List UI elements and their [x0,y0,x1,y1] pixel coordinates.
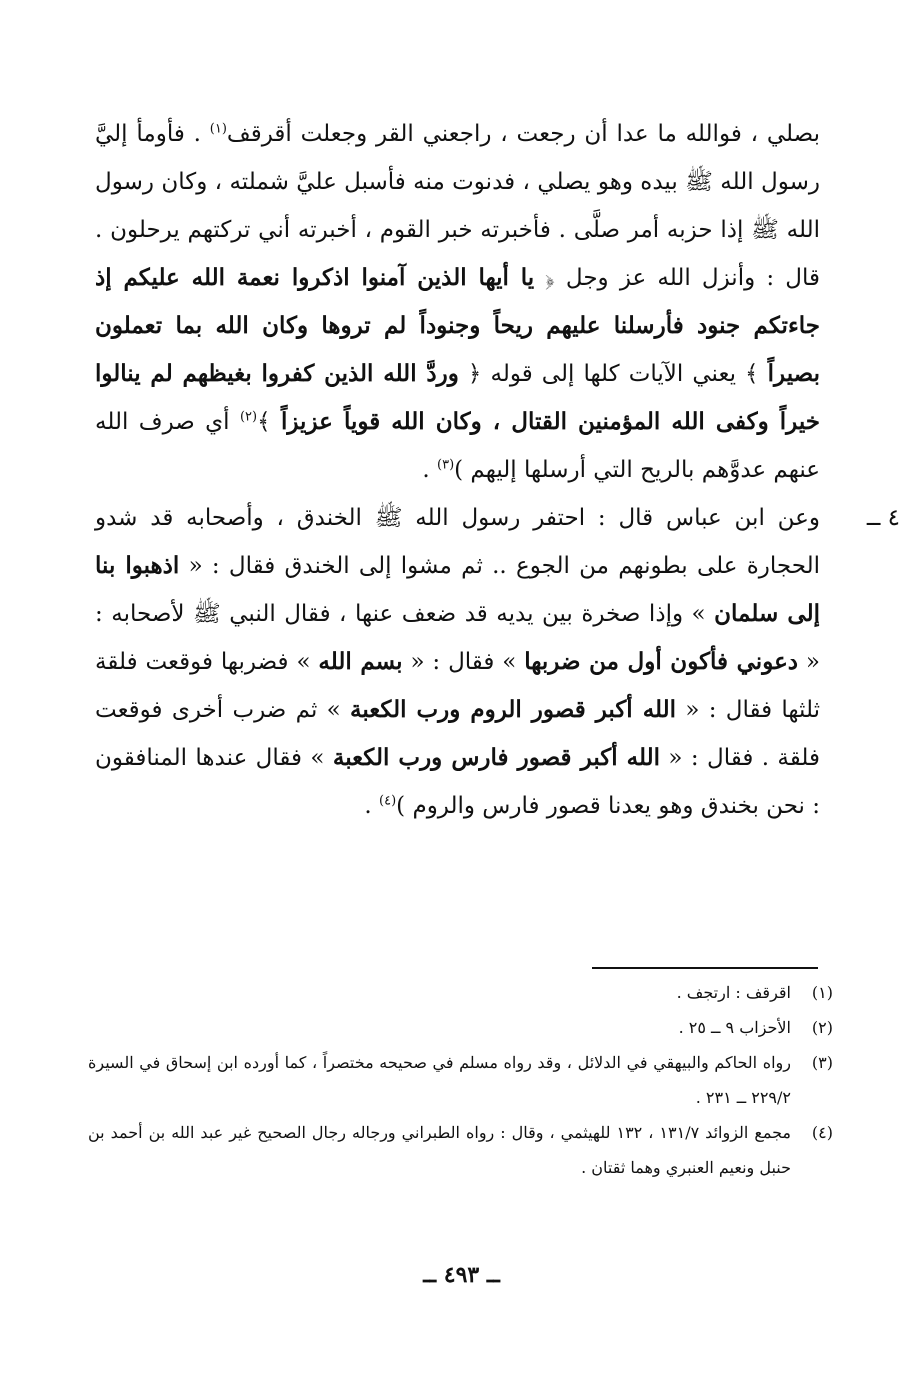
footnote-number: (٣) [811,1053,833,1072]
footnote-ref-2[interactable]: (٢) [239,409,258,425]
hadith-quote: الله أكبر قصور فارس ورب الكعبة [332,744,661,771]
hadith-quote: الله أكبر قصور الروم ورب الكعبة [350,696,677,723]
footnote-text: مجمع الزوائد ١٣١/٧ ، ١٣٢ للهيثمي ، وقال : رواه الطبراني ورجاله رجال الصحيح غير عبد الله بن أحمد بن حنبل ونعيم العنبري وهما ثقتان . [88,1123,791,1177]
hadith-quote: دعوني فأكون أول من ضربها [524,648,799,675]
footnote-ref-1[interactable]: (١) [209,121,227,137]
footnote-text: الأحزاب ٩ ــ ٢٥ . [678,1018,791,1037]
footnote-4 [88,1115,833,1185]
footnote-text: اقرقف : ارتجف . [676,983,791,1002]
footnote-divider [592,967,818,969]
paragraph-4: ٤ ــ وعن ابن عباس قال : احتفر رسول الله ﷺ الخندق ، وأصحابه قد شدو الحجارة على بطونهم من الجوع .. ثم مشوا إلى الخندق فقال : « اذهبوا بنا إلى سلمان » وإذا صخرة بين يديه قد ضعف عنها ، فقال النبي ﷺ لأصحابه : « دعوني فأكون أول من ضربها » فقال : « بسم الله » فضربها فوقعت فلقة ثلثها فقال : « الله أكبر قصور الروم ورب الكعبة » ثم ضرب أخرى فوقعت فلقة . فقال : « الله أكبر قصور فارس ورب الكعبة » فقال عندها المنافقون : نحن بخندق وهو يعدنا قصور فارس والروم )$^{(٤)}$ . [95,494,820,830]
hadith-quote: اذهبوا بنا إلى سلمان [95,552,820,627]
footnote-number: (١) [811,983,833,1002]
quran-verse-2: وردَّ الله الذين كفروا بغيظهم لم ينالوا خيراً وكفى الله المؤمنين القتال ، وكان الله قوياً عزيزاً [95,360,821,435]
footnote-text: رواه الحاكم والبيهقي في الدلائل ، وقد رواه مسلم في صحيحه مختصراً ، كما أورده ابن إسحاق في السيرة ٢٢٩/٢ ــ ٢٣١ . [88,1053,792,1107]
quran-verse-1: يا أيها الذين آمنوا اذكروا نعمة الله عليكم إذ جاءتكم جنود فأرسلنا عليهم ريحاً وجنوداً لم تروها وكان الله بما تعملون بصيراً [95,264,821,387]
hadith-quote: بسم الله [318,648,403,675]
page-number: ــ ٤٩٣ ــ [423,1262,500,1288]
footnote-3 [88,1045,833,1115]
footnote-number: (٤) [811,1123,833,1142]
footnote-number: (٢) [811,1018,833,1037]
footnote-ref-4[interactable]: (٤) [379,793,397,809]
footnote-ref-3[interactable]: (٣) [437,457,455,473]
paragraph-number: ٤ ــ [866,505,900,531]
footnote-2 [88,1010,833,1045]
footnotes [88,975,833,1185]
footnote-1 [88,975,833,1010]
main-text [95,110,900,830]
paragraph-3-continuation: بصلي ، فوالله ما عدا أن رجعت ، راجعني القر وجعلت أقرقف$^{(١)}$ . فأومأ إليَّ رسول الله ﷺ بيده وهو يصلي ، فدنوت منه فأسبل عليَّ شملته ، وكان رسول الله ﷺ إذا حزبه أمر صلَّى . فأخبرته خبر القوم ، أخبرته أني تركتهم يرحلون . قال : وأنزل الله عز وجل ﴿ يا أيها الذين آمنوا اذكروا نعمة الله عليكم إذ جاءتكم جنود فأرسلنا عليهم ريحاً وجنوداً لم تروها وكان الله بما تعملون بصيراً ﴾ يعني الآيات كلها إلى قوله ﴿ وردَّ الله الذين كفروا بغيظهم لم ينالوا خيراً وكفى الله المؤمنين القتال ، وكان الله قوياً عزيزاً ﴾$^{(٢)}$ أي صرف الله عنهم عدوَّهم بالريح التي أرسلها إليهم )$^{(٣)}$ . [95,121,821,483]
